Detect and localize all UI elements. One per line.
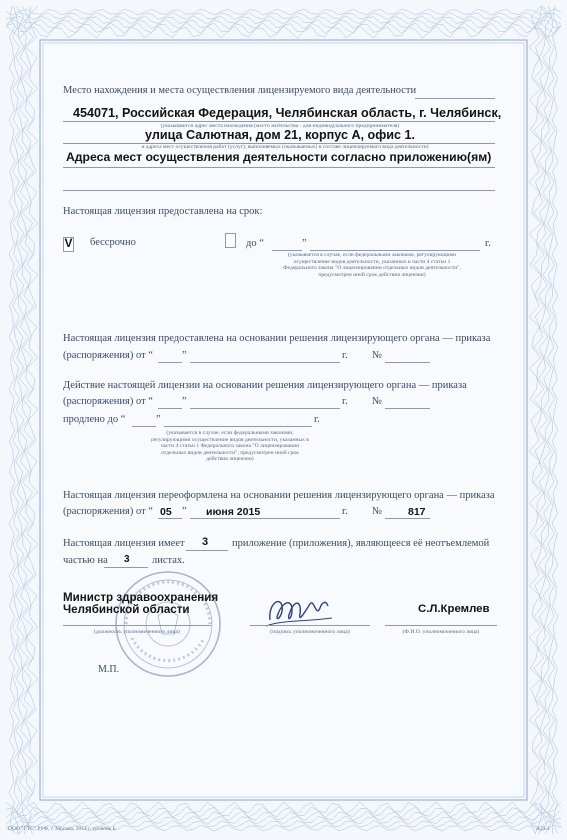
form-code: А23-1	[536, 826, 551, 832]
extension-quote-close: ”	[182, 396, 187, 407]
reissue-text: Настоящая лицензия переоформлена на основании решения лицензирующего органа — приказа	[63, 490, 495, 501]
location-underline	[415, 98, 495, 99]
appendix-pages-suffix: листах.	[152, 555, 185, 566]
unlimited-label: бессрочно	[90, 237, 136, 248]
basis-prefix: (распоряжения) от “	[63, 350, 153, 361]
address-hint: (указываются адрес места нахождения (место жительства - для индивидуального предпринимателя)	[160, 123, 400, 129]
until-day-underline	[272, 250, 302, 251]
reissue-number: 817	[408, 506, 426, 518]
reissue-quote-close: ”	[182, 506, 187, 517]
basis-number-underline	[385, 362, 430, 363]
printer-info: ООО "ГТС" РУФ, г. Москва, 2014 г. уровень Б	[8, 826, 116, 832]
appendix-suffix: приложение (приложения), являющееся её неотъемлемой	[232, 538, 490, 549]
extended-year-suffix: г.	[314, 414, 320, 425]
extension-date-underline	[190, 408, 340, 409]
appendix-part-prefix: частью на	[63, 555, 108, 566]
extended-day-underline	[132, 426, 156, 427]
signer-name: С.Л.Кремлев	[418, 603, 490, 615]
reissue-day-underline	[158, 518, 182, 519]
places-hint: и адреса мест осуществления работ (услуг), выполняемых (оказываемых) в составе лицензируемого вида деятельности)	[141, 144, 429, 150]
reissue-year-suffix: г.	[342, 506, 348, 517]
name-caption: (Ф.И.О. уполномоченного лица)	[402, 629, 480, 635]
reissue-date-underline	[190, 518, 340, 519]
check-mark: V	[64, 236, 73, 250]
signature-caption: (подпись уполномоченного лица)	[270, 629, 350, 635]
basis-date-underline	[190, 362, 340, 363]
extended-label: продлено до “	[63, 414, 126, 425]
signature-underline	[250, 625, 370, 626]
extension-note: (указывается в случае, если федеральными законами, регулирующими осуществление видов деятельности, указанных в части 4 статьи 1 Федерального закона "О лицензировании отдельных видов деятельности", предусмотрен иной срок действия лицензии)	[151, 430, 309, 463]
basis-number-label: №	[372, 350, 383, 361]
basis-text: Настоящая лицензия предоставлена на основании решения лицензирующего органа — приказа	[63, 333, 491, 344]
appendix-prefix: Настоящая лицензия имеет	[63, 538, 185, 549]
basis-day-underline	[158, 362, 182, 363]
blank-underline	[63, 190, 495, 191]
position-underline	[63, 625, 211, 626]
signer-position-line-2: Челябинской области	[63, 603, 190, 616]
reissue-prefix: (распоряжения) от “	[63, 506, 153, 517]
reissue-number-underline	[385, 518, 430, 519]
appendix-count: 3	[202, 536, 209, 548]
appendix-count-underline	[186, 550, 228, 551]
basis-quote-close: ”	[182, 350, 187, 361]
signer-position-line-1: Министр здравоохранения	[63, 591, 219, 604]
location-label: Место нахождения и места осуществления лицензируемого вида деятельности	[63, 85, 417, 96]
term-note: (указывается в случае, если федеральными законами, регулирующими осуществление видов деятельности, указанных в части 4 статьи 1 Федерального закона "О лицензировании отдельных видов деятельности", предусмотрен иной срок действия лицензии)	[283, 252, 461, 278]
seal-label: М.П.	[98, 664, 120, 675]
extended-quote-close: ”	[156, 414, 161, 425]
until-date-underline	[310, 250, 480, 251]
term-label: Настоящая лицензия предоставлена на срок:	[63, 206, 263, 217]
appendix-pages: 3	[124, 554, 130, 565]
until-label: до “	[246, 238, 264, 249]
reissue-number-label: №	[372, 506, 383, 517]
basis-year-suffix: г.	[342, 350, 348, 361]
places-line: Адреса мест осуществления деятельности согласно приложению(ям)	[66, 150, 492, 164]
official-seal	[112, 568, 224, 680]
extended-date-underline	[164, 426, 312, 427]
address-line-2: улица Салютная, дом 21, корпус А, офис 1.	[145, 128, 416, 142]
address-line-1: 454071, Российская Федерация, Челябинская область, г. Челябинск,	[73, 106, 502, 120]
extension-prefix: (распоряжения) от “	[63, 396, 153, 407]
extension-number-label: №	[372, 396, 383, 407]
address-underline-1	[63, 121, 495, 122]
reissue-month-year: июня 2015	[206, 506, 261, 518]
until-quote-close: ”	[302, 238, 307, 249]
until-year-suffix: г.	[485, 238, 491, 249]
extension-day-underline	[158, 408, 182, 409]
extension-number-underline	[385, 408, 430, 409]
term-date-checkbox	[225, 233, 236, 248]
places-underline	[63, 167, 495, 168]
name-underline	[385, 625, 497, 626]
position-caption: (должность уполномоченного лица)	[94, 629, 180, 635]
extension-text: Действие настоящей лицензии на основании решения лицензирующего органа — приказа	[63, 380, 467, 391]
extension-year-suffix: г.	[342, 396, 348, 407]
reissue-day: 05	[160, 506, 172, 518]
